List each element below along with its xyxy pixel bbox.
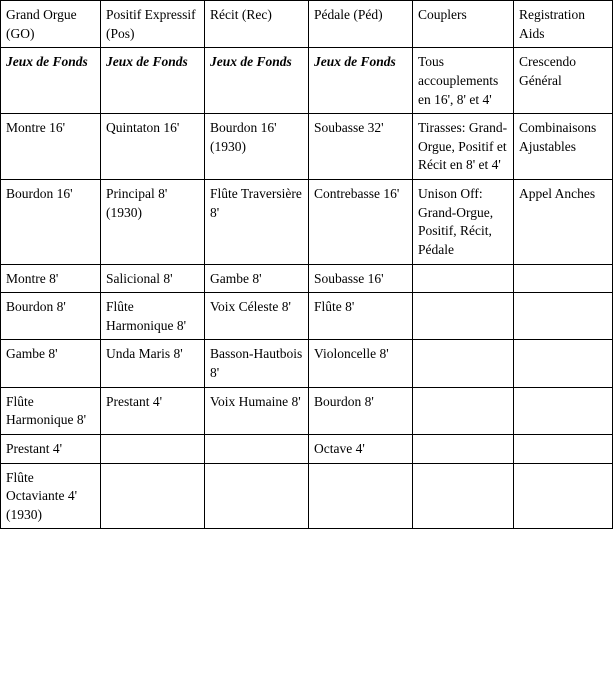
- table-row: [1, 434, 613, 463]
- cell-couplers: [413, 434, 514, 463]
- cell-ped: Bourdon 8': [309, 387, 413, 434]
- cell-couplers: [413, 387, 514, 434]
- cell-ped: Soubasse 16': [309, 264, 413, 293]
- cell-ped: [309, 463, 413, 529]
- cell-couplers: [413, 463, 514, 529]
- cell-go: Bourdon 16': [1, 180, 101, 265]
- cell-rec: Flûte Traversière 8': [205, 180, 309, 265]
- cell-couplers: [413, 340, 514, 387]
- table-row: [1, 293, 613, 340]
- cell-couplers: Unison Off: Grand-Orgue, Positif, Récit, Pédale: [413, 180, 514, 265]
- table-row: [1, 48, 613, 114]
- cell-rec: Voix Céleste 8': [205, 293, 309, 340]
- cell-rec: Gambe 8': [205, 264, 309, 293]
- cell-pos: Salicional 8': [101, 264, 205, 293]
- cell-ped: Octave 4': [309, 434, 413, 463]
- table-row: [1, 387, 613, 434]
- cell-couplers: Tous accouplements en 16', 8' et 4': [413, 48, 514, 114]
- cell-couplers: [413, 264, 514, 293]
- column-header-registration-aids: Registration Aids: [514, 1, 613, 48]
- cell-pos: [101, 463, 205, 529]
- cell-go: Flûte Octaviante 4' (1930): [1, 463, 101, 529]
- table-body: [1, 48, 613, 529]
- table-row: [1, 114, 613, 180]
- column-header-pedale: Pédale (Péd): [309, 1, 413, 48]
- cell-pos: Jeux de Fonds: [101, 48, 205, 114]
- cell-pos: Flûte Harmonique 8': [101, 293, 205, 340]
- cell-go: Prestant 4': [1, 434, 101, 463]
- cell-go: Flûte Harmonique 8': [1, 387, 101, 434]
- table-row: [1, 463, 613, 529]
- cell-registration: [514, 293, 613, 340]
- table-row: [1, 180, 613, 265]
- cell-registration: [514, 434, 613, 463]
- cell-registration: [514, 340, 613, 387]
- table-row: [1, 340, 613, 387]
- cell-go: Montre 8': [1, 264, 101, 293]
- column-header-couplers: Couplers: [413, 1, 514, 48]
- cell-pos: Principal 8' (1930): [101, 180, 205, 265]
- cell-registration: [514, 387, 613, 434]
- cell-rec: [205, 463, 309, 529]
- table-row: [1, 264, 613, 293]
- cell-go: Gambe 8': [1, 340, 101, 387]
- table-header-row: [1, 1, 613, 48]
- cell-couplers: Tirasses: Grand-Orgue, Positif et Récit en 8' et 4': [413, 114, 514, 180]
- cell-registration: [514, 264, 613, 293]
- cell-go: Jeux de Fonds: [1, 48, 101, 114]
- cell-pos: Prestant 4': [101, 387, 205, 434]
- cell-ped: Violoncelle 8': [309, 340, 413, 387]
- table-header: [1, 1, 613, 48]
- cell-go: Bourdon 8': [1, 293, 101, 340]
- cell-registration: Combinaisons Ajustables: [514, 114, 613, 180]
- cell-rec: [205, 434, 309, 463]
- column-header-recit: Récit (Rec): [205, 1, 309, 48]
- cell-go: Montre 16': [1, 114, 101, 180]
- cell-rec: Basson-Hautbois 8': [205, 340, 309, 387]
- cell-couplers: [413, 293, 514, 340]
- cell-rec: Voix Humaine 8': [205, 387, 309, 434]
- cell-ped: Flûte 8': [309, 293, 413, 340]
- cell-rec: Jeux de Fonds: [205, 48, 309, 114]
- cell-registration: [514, 463, 613, 529]
- cell-registration: Crescendo Général: [514, 48, 613, 114]
- cell-pos: Quintaton 16': [101, 114, 205, 180]
- cell-pos: [101, 434, 205, 463]
- column-header-grand-orgue: Grand Orgue (GO): [1, 1, 101, 48]
- column-header-positif: Positif Expressif (Pos): [101, 1, 205, 48]
- cell-ped: Soubasse 32': [309, 114, 413, 180]
- cell-ped: Contrebasse 16': [309, 180, 413, 265]
- cell-ped: Jeux de Fonds: [309, 48, 413, 114]
- cell-registration: Appel Anches: [514, 180, 613, 265]
- cell-pos: Unda Maris 8': [101, 340, 205, 387]
- cell-rec: Bourdon 16' (1930): [205, 114, 309, 180]
